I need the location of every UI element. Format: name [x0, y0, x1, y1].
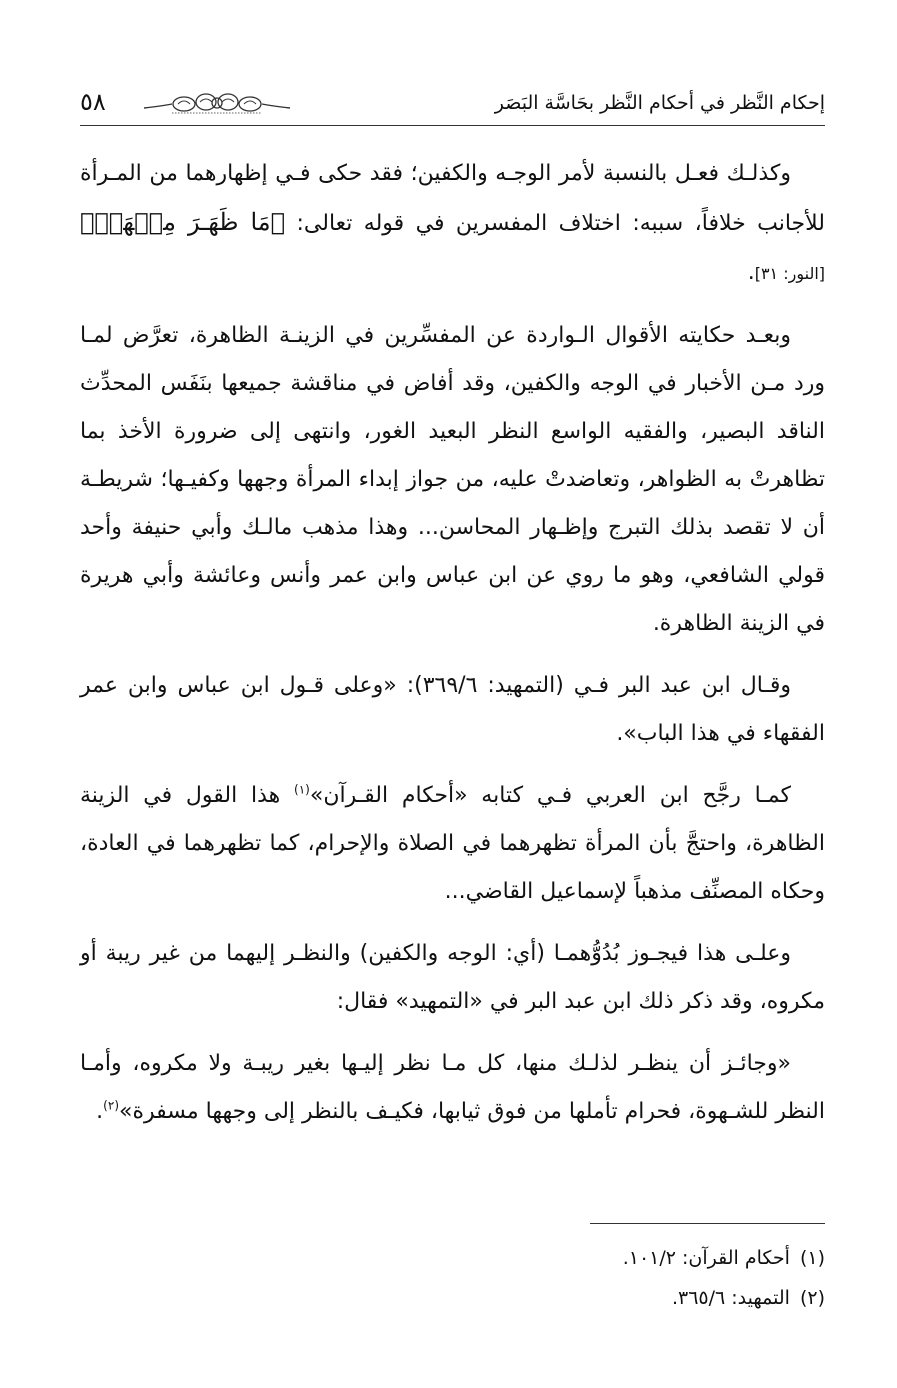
paragraph-3: وقـال ابن عبد البر فـي (التمهيد: ٣٦٩/٦): «وعلى قـول ابن عباس وابن عمر الفقهاء في هذا الباب».: [80, 673, 825, 746]
header-divider: [80, 125, 825, 126]
footnote-ref-1[interactable]: (١): [294, 782, 310, 797]
paragraph-1-text: وكذلـك فعـل بالنسبة لأمر الوجـه والكفين؛ فقد حكى فـي إظهارهما من المـرأة للأجانب خلافاً، سببه: اختلاف المفسرين في قوله تعالى:: [80, 161, 825, 236]
paragraph-4: [80, 772, 825, 916]
footnote-2: [80, 1278, 825, 1318]
running-header-title: إحكام النَّظر في أحكام النَّظر بحَاسَّة البَصَر: [494, 92, 825, 114]
footnote-2-text: التمهيد: ٣٦٥/٦.: [671, 1287, 790, 1309]
paragraph-6: [80, 1040, 825, 1136]
footnote-2-number: (٢): [799, 1287, 825, 1309]
paragraph-6-start: «وجائـز أن ينظـر لذلـك منها، كل مـا نظر إليـها بغير ريبـة ولا مكروه، وأمـا النظر للشـهوة، فحرام تأملها من فوق ثيابها، فكيـف بالنظر إلى وجهها مسفرة»: [80, 1051, 825, 1124]
footnote-1: [80, 1238, 825, 1278]
paragraph-5: وعلـى هذا فيجـوز بُدُوُّهمـا (أي: الوجه والكفين) والنظـر إليهما من غير ريبة أو مكروه، وقد ذكر ذلك ابن عبد البر في «التمهيد» فقال:: [80, 941, 825, 1014]
footnotes: [80, 1238, 825, 1318]
paragraph-1-end: .: [747, 260, 755, 285]
footnote-ref-2[interactable]: (٢): [103, 1098, 119, 1113]
paragraph-6-end: .: [96, 1099, 104, 1124]
quran-verse: ﴿مَا ظَهَـرَ مِنۡهَاۖ﴾: [80, 208, 286, 236]
decorative-ornament-icon: [142, 90, 292, 116]
paragraph-4-rest: هذا القول في الزينة الظاهرة، واحتجَّ بأن المرأة تظهرهما في الصلاة والإحرام، كما تظهرهما في العادة، وحكاه المصنِّف مذهباً لإسماعيل القاضي...: [80, 783, 825, 904]
paragraph-1: [80, 150, 825, 298]
page-header: [80, 80, 825, 126]
footnote-divider: [590, 1223, 825, 1224]
paragraph-2: وبعـد حكايته الأقوال الـواردة عن المفسِّرين في الزينـة الظاهرة، تعرَّض لمـا ورد مـن الأخبار في الوجه والكفين، وقد أفاض في مناقشة جميعها بنَفَس المحدِّث الناقد البصير، والفقيه الواسع النظر البعيد الغور، وانتهى إلى ضرورة الأخذ بما تظاهرتْ به الظواهر، وتعاضدتْ عليه، من جواز إبداء المرأة وجهها وكفيـها؛ شريطـة أن لا تقصد بذلك التبرج وإظـهار المحاسن... وهذا مذهب مالـك وأبي حنيفة وأحد قولي الشافعي، وهو ما روي عن ابن عباس وابن عمر وأنس وعائشة وأبي هريرة في الزينة الظاهرة.: [80, 323, 825, 636]
paragraph-4-start: كمـا رجَّح ابن العربي فـي كتابه «أحكام القـرآن»: [309, 783, 791, 808]
main-text: [80, 150, 825, 1150]
verse-reference: [النور: ٣١]: [754, 264, 825, 283]
page-number: ٥٨: [80, 88, 106, 116]
footnote-1-text: أحكام القرآن: ١٠١/٢.: [622, 1247, 790, 1269]
footnote-1-number: (١): [799, 1247, 825, 1269]
